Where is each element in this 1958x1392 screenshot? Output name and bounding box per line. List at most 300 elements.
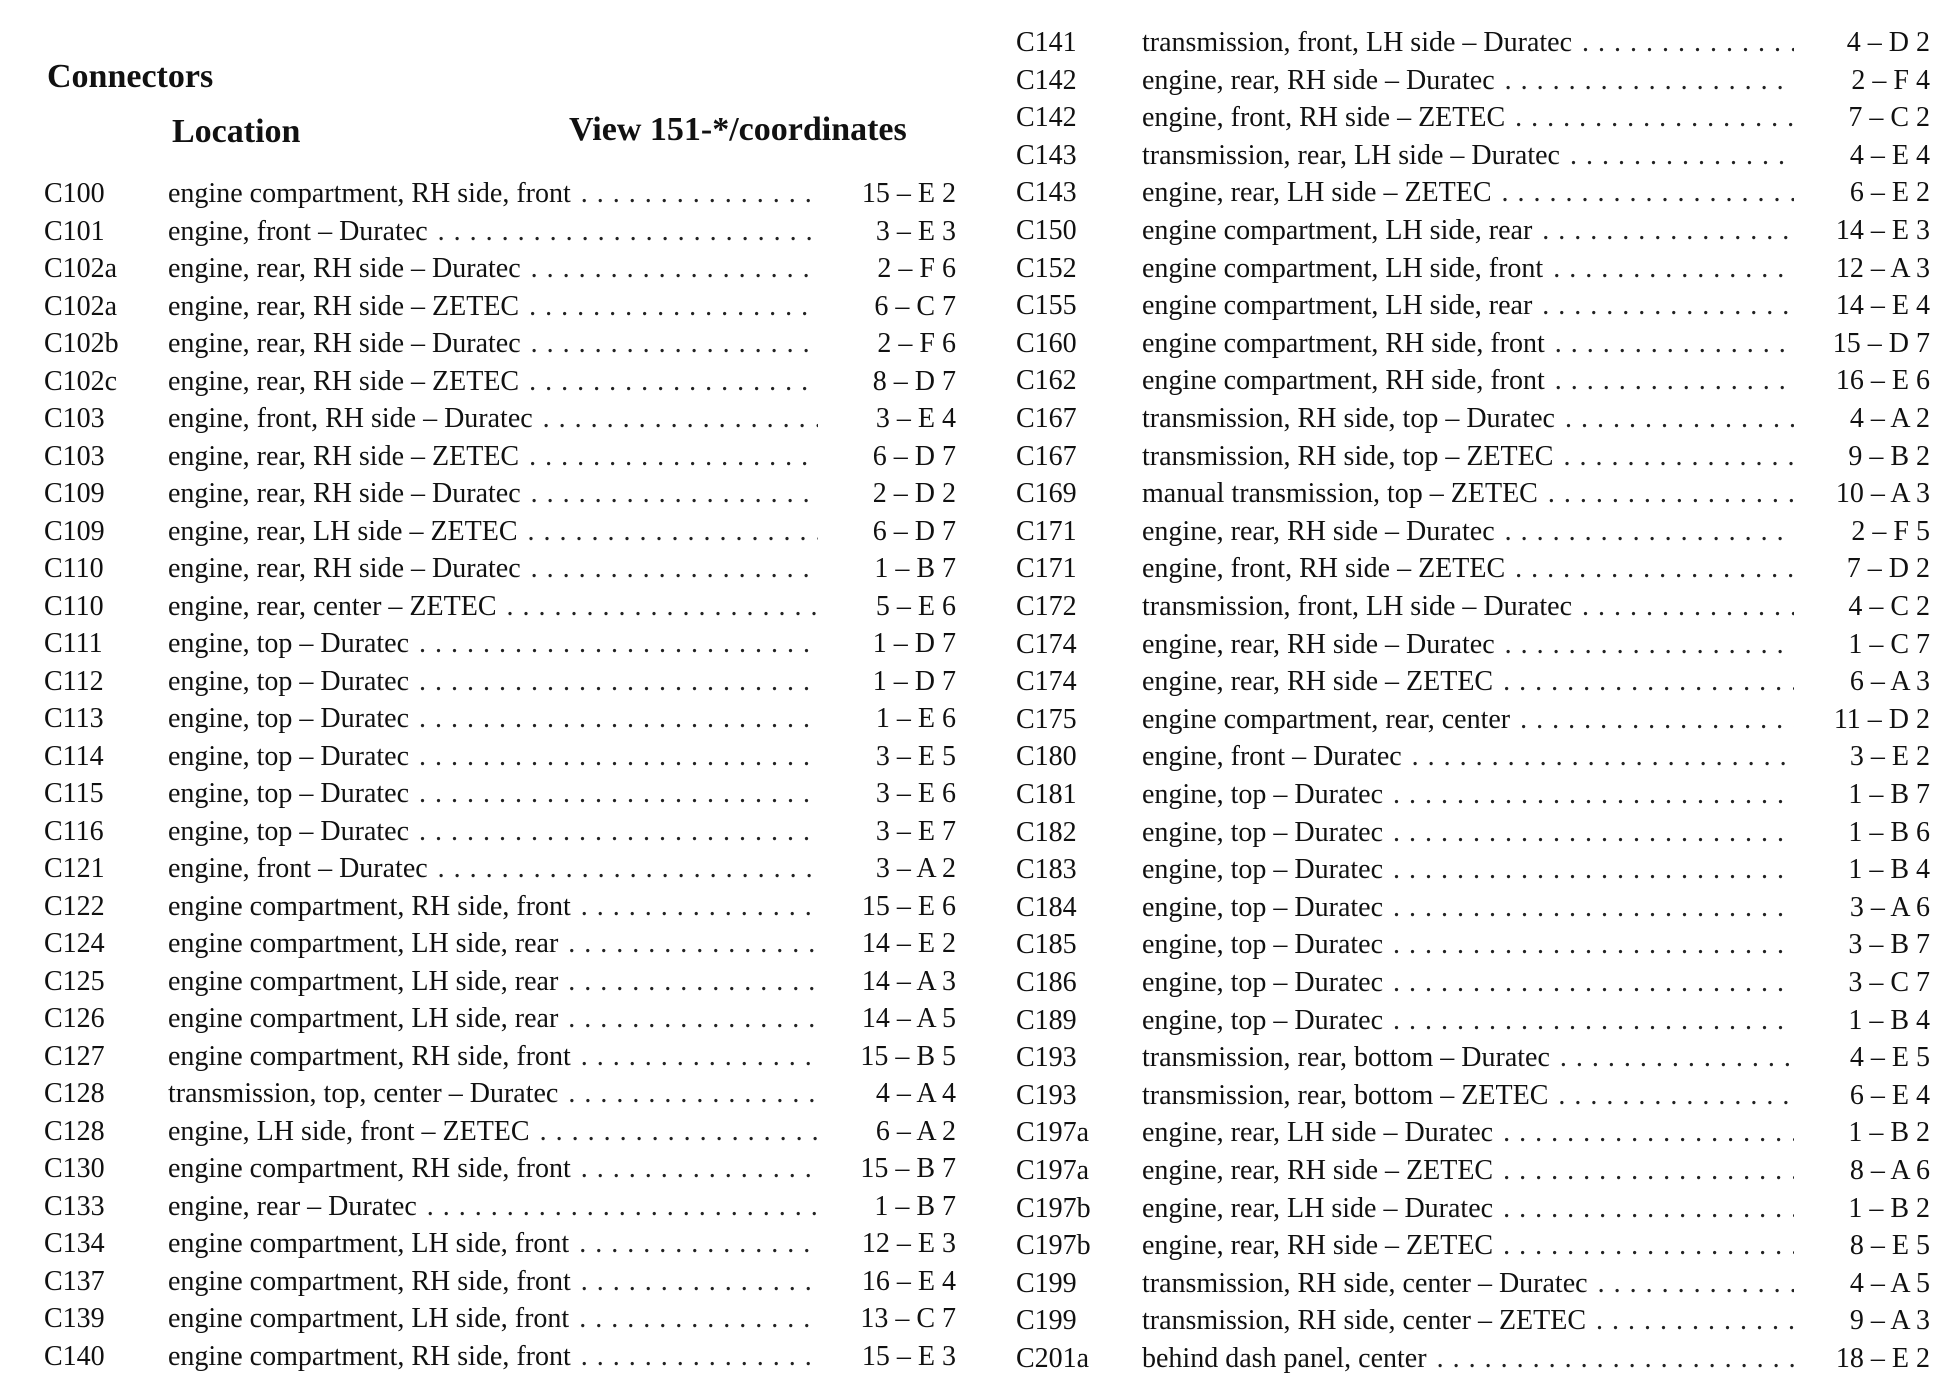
- connector-location-text: engine, rear, LH side – Duratec: [1142, 1192, 1494, 1224]
- dot-leader: [1503, 664, 1794, 700]
- dot-leader: [1555, 363, 1794, 399]
- connector-row: [0, 326, 1958, 362]
- connector-location-text: engine compartment, RH side, front: [168, 1265, 571, 1297]
- connector-coordinates: 15 – D 7: [1832, 327, 1930, 359]
- dot-leader: [1560, 1040, 1794, 1076]
- connector-coordinates: 14 – E 3: [1835, 215, 1930, 246]
- connector-location: [1142, 627, 1794, 663]
- connector-location: [1142, 1341, 1794, 1377]
- connector-location-text: engine, front, RH side – ZETEC: [1142, 553, 1506, 585]
- connector-row: [0, 627, 1958, 663]
- connector-location-text: engine compartment, LH side, rear: [1142, 215, 1533, 246]
- connector-location: [1142, 175, 1794, 211]
- connector-location: [1142, 1303, 1794, 1339]
- connector-row: [0, 138, 1958, 174]
- connector-code: C102c: [44, 365, 118, 397]
- connector-row: [0, 514, 1958, 550]
- connector-coordinates: 2 – F 5: [1851, 515, 1930, 547]
- connector-coordinates: 3 – E 2: [1849, 741, 1930, 773]
- connector-coordinates: 18 – E 2: [1835, 1343, 1930, 1374]
- dot-leader: [1555, 326, 1794, 362]
- connector-location-text: engine, rear – Duratec: [168, 1190, 417, 1222]
- connector-coordinates: 6 – E 4: [1849, 1079, 1930, 1111]
- connector-code: C174: [1016, 628, 1077, 660]
- connector-location-text: engine, front – Duratec: [168, 853, 428, 884]
- dot-leader: [1582, 589, 1794, 625]
- connector-code: C111: [44, 628, 103, 659]
- connector-code: C162: [1016, 365, 1077, 397]
- connector-coordinates: 2 – D 2: [872, 478, 956, 509]
- connector-code: C101: [44, 215, 105, 247]
- connector-row: [0, 551, 1958, 587]
- connector-location-text: engine compartment, LH side, rear: [168, 965, 559, 997]
- connector-code: C114: [44, 740, 104, 772]
- dot-leader: [1503, 1228, 1794, 1264]
- connector-code: C183: [1016, 854, 1077, 886]
- connector-code: C181: [1016, 779, 1077, 810]
- connector-location: [1142, 25, 1794, 61]
- connector-code: C140: [44, 1340, 105, 1372]
- connector-code: C201a: [1016, 1343, 1090, 1374]
- connector-location-text: engine compartment, RH side, front: [168, 890, 571, 922]
- connector-code: C112: [44, 665, 104, 697]
- connector-location-text: engine, rear, RH side – Duratec: [168, 253, 521, 284]
- dot-leader: [1565, 401, 1794, 437]
- connector-coordinates: 10 – A 3: [1835, 478, 1930, 510]
- connector-location: [1142, 551, 1794, 587]
- connector-location-text: engine, rear, RH side – Duratec: [1142, 628, 1495, 660]
- connector-coordinates: 3 – C 7: [1848, 967, 1930, 998]
- dot-leader: [1503, 1191, 1794, 1227]
- dot-leader: [1393, 852, 1794, 888]
- connector-location-text: engine, rear, RH side – ZETEC: [168, 365, 520, 397]
- connector-coordinates: 15 – E 6: [861, 890, 956, 922]
- connector-location-text: engine, top – Duratec: [168, 740, 410, 772]
- connector-row: [0, 363, 1958, 399]
- connector-location-text: transmission, RH side, top – Duratec: [1142, 403, 1555, 434]
- connector-location-text: engine compartment, RH side, front: [168, 1153, 571, 1184]
- connector-row: [0, 1153, 1958, 1189]
- connector-location-text: engine, top – Duratec: [168, 628, 410, 659]
- connector-coordinates: 1 – B 4: [1848, 854, 1930, 886]
- connector-location-text: engine, rear, RH side – ZETEC: [1142, 666, 1494, 698]
- connector-coordinates: 4 – A 2: [1849, 403, 1930, 434]
- connector-location-text: engine, top – Duratec: [1142, 1004, 1384, 1036]
- connector-row: [0, 251, 1958, 287]
- connector-code: C110: [44, 553, 104, 584]
- connector-location: [1142, 514, 1794, 550]
- connector-location-text: engine, top – Duratec: [1142, 779, 1384, 810]
- connector-coordinates: 3 – E 4: [875, 403, 956, 434]
- connector-coordinates: 13 – C 7: [860, 1303, 956, 1334]
- connector-coordinates: 4 – A 4: [875, 1078, 956, 1109]
- connector-coordinates: 6 – A 3: [1849, 666, 1930, 698]
- connector-location-text: engine compartment, RH side, front: [1142, 327, 1545, 359]
- connector-location-text: engine, rear, LH side – ZETEC: [168, 515, 518, 547]
- connector-location-text: engine compartment, RH side, front: [168, 1040, 571, 1072]
- connector-row: [0, 702, 1958, 738]
- connector-location-text: engine, front – Duratec: [1142, 741, 1402, 773]
- connector-code: C100: [44, 178, 105, 209]
- connector-code: C126: [44, 1003, 105, 1034]
- connector-code: C124: [44, 928, 105, 959]
- connector-location: [1142, 363, 1794, 399]
- dot-leader: [1437, 1341, 1794, 1377]
- connector-code: C172: [1016, 591, 1077, 622]
- connector-coordinates: 12 – A 3: [1835, 252, 1930, 284]
- connector-coordinates: 9 – A 3: [1849, 1305, 1930, 1337]
- connector-location-text: engine, top – Duratec: [168, 778, 410, 809]
- connector-row: [0, 1040, 1958, 1076]
- connector-row: [0, 175, 1958, 211]
- connector-coordinates: 1 – C 7: [1848, 628, 1930, 660]
- connector-location-text: transmission, rear, bottom – Duratec: [1142, 1042, 1550, 1074]
- connector-code: C171: [1016, 553, 1077, 585]
- connector-location-text: engine, rear, RH side – Duratec: [168, 478, 521, 509]
- connector-location: [1142, 777, 1794, 813]
- connector-location-text: transmission, RH side, center – ZETEC: [1142, 1305, 1587, 1337]
- connector-location: [1142, 702, 1794, 738]
- dot-leader: [1563, 439, 1794, 475]
- connector-location: [1142, 138, 1794, 174]
- connector-code: C115: [44, 778, 104, 809]
- connector-coordinates: 14 – A 5: [861, 1003, 956, 1034]
- connector-code: C175: [1016, 703, 1077, 735]
- connector-location-text: engine compartment, LH side, rear: [168, 1003, 559, 1034]
- connector-location: [1142, 1266, 1794, 1302]
- connector-location-text: transmission, front, LH side – Duratec: [1142, 27, 1573, 58]
- connector-location: [1142, 1191, 1794, 1227]
- connector-code: C174: [1016, 666, 1077, 698]
- connector-code: C167: [1016, 440, 1077, 472]
- connector-location-text: engine, top – Duratec: [1142, 929, 1384, 961]
- connector-coordinates: 7 – D 2: [1846, 553, 1930, 585]
- connector-location-text: engine, rear, RH side – ZETEC: [1142, 1155, 1494, 1186]
- connector-row: [0, 63, 1958, 99]
- connector-code: C142: [1016, 64, 1077, 96]
- connector-row: [0, 1115, 1958, 1151]
- connector-location-text: engine, top – Duratec: [168, 815, 410, 847]
- connector-location-text: engine, LH side, front – ZETEC: [168, 1115, 530, 1147]
- connector-location: [1142, 1040, 1794, 1076]
- dot-leader: [1542, 288, 1794, 324]
- connector-row: [0, 852, 1958, 888]
- connector-coordinates: 3 – B 7: [1848, 929, 1930, 961]
- connector-location-text: engine, rear, LH side – ZETEC: [1142, 177, 1492, 209]
- connector-coordinates: 7 – C 2: [1848, 102, 1930, 134]
- connector-code: C109: [44, 515, 105, 547]
- connector-location-text: engine, rear, LH side – Duratec: [1142, 1117, 1494, 1149]
- connector-location-text: engine, top – Duratec: [168, 665, 410, 697]
- connector-location: [1142, 927, 1794, 963]
- connector-location: [1142, 1153, 1794, 1189]
- connector-location: [1142, 1003, 1794, 1039]
- connector-coordinates: 14 – A 3: [861, 965, 956, 997]
- dot-leader: [1393, 965, 1794, 1001]
- connector-location: [1142, 852, 1794, 888]
- connector-code: C180: [1016, 741, 1077, 773]
- connector-location: [1142, 589, 1794, 625]
- connector-coordinates: 5 – E 6: [875, 590, 956, 622]
- connector-location-text: engine compartment, rear, center: [1142, 703, 1511, 735]
- dot-leader: [1515, 551, 1794, 587]
- connector-row: [0, 589, 1958, 625]
- connector-coordinates: 6 – A 2: [875, 1115, 956, 1147]
- connector-row: [0, 1341, 1958, 1377]
- dot-leader: [1570, 138, 1794, 174]
- connector-code: C133: [44, 1190, 105, 1222]
- connector-row: [0, 1191, 1958, 1227]
- dot-leader: [1393, 1003, 1794, 1039]
- connector-location-text: behind dash panel, center: [1142, 1343, 1427, 1374]
- connector-code: C185: [1016, 929, 1077, 961]
- dot-leader: [1553, 251, 1794, 287]
- connector-coordinates: 4 – E 5: [1849, 1042, 1930, 1074]
- connector-code: C141: [1016, 27, 1077, 58]
- connector-row: [0, 664, 1958, 700]
- connector-location-text: transmission, RH side, center – Duratec: [1142, 1267, 1588, 1299]
- dot-leader: [1503, 1115, 1794, 1151]
- connector-code: C160: [1016, 327, 1077, 359]
- connector-row: [0, 777, 1958, 813]
- location-column-header: Location: [172, 113, 301, 150]
- dot-leader: [1505, 63, 1794, 99]
- connector-row: [0, 1078, 1958, 1114]
- connector-location: [1142, 1078, 1794, 1114]
- connector-coordinates: 3 – A 6: [1849, 891, 1930, 923]
- connector-coordinates: 4 – D 2: [1846, 27, 1930, 58]
- connector-location: [1142, 664, 1794, 700]
- connector-code: C128: [44, 1115, 105, 1147]
- connector-code: C143: [1016, 177, 1077, 209]
- connector-location: [1142, 739, 1794, 775]
- connector-coordinates: 3 – A 2: [875, 853, 956, 884]
- connector-coordinates: 1 – B 6: [1848, 816, 1930, 848]
- dot-leader: [1393, 927, 1794, 963]
- connector-code: C116: [44, 815, 104, 847]
- connector-location-text: engine, top – Duratec: [1142, 816, 1384, 848]
- dot-leader: [1598, 1266, 1794, 1302]
- connector-code: C137: [44, 1265, 105, 1297]
- view-coordinates-column-header: View 151-*/coordinates: [569, 111, 907, 148]
- connector-coordinates: 3 – E 3: [875, 215, 956, 247]
- connector-location-text: engine, rear, RH side – Duratec: [1142, 515, 1495, 547]
- dot-leader: [1393, 777, 1794, 813]
- connector-coordinates: 8 – A 6: [1849, 1155, 1930, 1186]
- connector-coordinates: 11 – D 2: [1833, 703, 1930, 735]
- connector-code: C109: [44, 478, 105, 509]
- dot-leader: [1503, 1153, 1794, 1189]
- connector-code: C128: [44, 1078, 105, 1109]
- connector-code: C143: [1016, 139, 1077, 171]
- connector-location: [1142, 251, 1794, 287]
- dot-leader: [1548, 476, 1794, 512]
- connector-coordinates: 1 – D 7: [872, 628, 956, 659]
- dot-leader: [1596, 1303, 1794, 1339]
- connector-location: [1142, 100, 1794, 136]
- connector-location: [1142, 288, 1794, 324]
- connector-coordinates: 15 – E 2: [861, 178, 956, 209]
- connector-coordinates: 6 – D 7: [872, 515, 956, 547]
- connector-code: C110: [44, 590, 104, 622]
- connector-location-text: transmission, RH side, top – ZETEC: [1142, 440, 1554, 472]
- connector-code: C197a: [1016, 1155, 1090, 1186]
- dot-leader: [1393, 890, 1794, 926]
- connector-code: C113: [44, 703, 104, 734]
- connector-code: C134: [44, 1228, 105, 1259]
- connector-location-text: engine, top – Duratec: [1142, 854, 1384, 886]
- connector-location-text: engine, top – Duratec: [168, 703, 410, 734]
- connector-location-text: engine compartment, RH side, front: [168, 178, 571, 209]
- connector-code: C102b: [44, 328, 119, 359]
- connector-location: [1142, 439, 1794, 475]
- connector-row: [0, 965, 1958, 1001]
- connector-location-text: transmission, rear, bottom – ZETEC: [1142, 1079, 1549, 1111]
- connector-row: [0, 815, 1958, 851]
- connector-coordinates: 1 – D 7: [872, 665, 956, 697]
- connector-location-text: engine compartment, LH side, front: [1142, 252, 1544, 284]
- dot-leader: [1505, 627, 1794, 663]
- connector-location: [1142, 326, 1794, 362]
- connector-coordinates: 6 – C 7: [874, 290, 956, 322]
- connector-coordinates: 2 – F 4: [1851, 64, 1930, 96]
- section-title: Connectors: [47, 58, 214, 95]
- connector-code: C169: [1016, 478, 1077, 510]
- connector-row: [0, 890, 1958, 926]
- connector-coordinates: 2 – F 6: [877, 328, 956, 359]
- connector-coordinates: 4 – C 2: [1848, 591, 1930, 622]
- connector-coordinates: 6 – D 7: [872, 440, 956, 472]
- connector-row: [0, 476, 1958, 512]
- connector-coordinates: 3 – E 7: [875, 815, 956, 847]
- connector-location: [1142, 63, 1794, 99]
- connector-coordinates: 16 – E 4: [861, 1265, 956, 1297]
- connector-location-text: engine, rear, center – ZETEC: [168, 590, 497, 622]
- connector-row: [0, 100, 1958, 136]
- connector-code: C127: [44, 1040, 105, 1072]
- connector-code: C193: [1016, 1042, 1077, 1074]
- dot-leader: [1505, 514, 1794, 550]
- connector-coordinates: 1 – B 7: [1848, 779, 1930, 810]
- connector-coordinates: 3 – E 6: [875, 778, 956, 809]
- connector-location-text: manual transmission, top – ZETEC: [1142, 478, 1538, 510]
- connector-coordinates: 1 – B 7: [874, 1190, 956, 1222]
- connector-coordinates: 8 – E 5: [1849, 1230, 1930, 1262]
- connector-code: C197b: [1016, 1192, 1091, 1224]
- connector-coordinates: 2 – F 6: [877, 253, 956, 284]
- connector-coordinates: 14 – E 4: [1835, 290, 1930, 322]
- connector-coordinates: 8 – D 7: [872, 365, 956, 397]
- connector-location-text: transmission, front, LH side – Duratec: [1142, 591, 1573, 622]
- connector-coordinates: 15 – B 7: [860, 1153, 956, 1184]
- connector-location-text: transmission, top, center – Duratec: [168, 1078, 559, 1109]
- connector-code: C186: [1016, 967, 1077, 998]
- connector-location-text: engine compartment, LH side, rear: [168, 928, 559, 959]
- connector-location-text: engine, top – Duratec: [1142, 967, 1384, 998]
- connector-code: C125: [44, 965, 105, 997]
- connector-code: C167: [1016, 403, 1077, 434]
- connector-code: C171: [1016, 515, 1077, 547]
- connector-location-text: transmission, rear, LH side – Duratec: [1142, 139, 1560, 171]
- connector-row: [0, 401, 1958, 437]
- connector-code: C103: [44, 403, 105, 434]
- connector-location-text: engine, rear, RH side – Duratec: [168, 328, 521, 359]
- connector-code: C184: [1016, 891, 1077, 923]
- connector-row: [0, 739, 1958, 775]
- connector-row: [0, 213, 1958, 249]
- connector-coordinates: 1 – B 4: [1848, 1004, 1930, 1036]
- connector-code: C199: [1016, 1267, 1077, 1299]
- connector-code: C102a: [44, 290, 118, 322]
- dot-leader: [1393, 815, 1794, 851]
- connector-location: [1142, 476, 1794, 512]
- connector-coordinates: 1 – E 6: [875, 703, 956, 734]
- connector-location: [1142, 890, 1794, 926]
- connector-location: [1142, 401, 1794, 437]
- connector-coordinates: 16 – E 6: [1835, 365, 1930, 397]
- connector-location-text: engine, front, RH side – Duratec: [168, 403, 533, 434]
- connector-row: [0, 1003, 1958, 1039]
- connector-coordinates: 15 – B 5: [860, 1040, 956, 1072]
- connector-location-text: engine, rear, RH side – ZETEC: [1142, 1230, 1494, 1262]
- connector-coordinates: 15 – E 3: [861, 1340, 956, 1372]
- connector-location: [1142, 1228, 1794, 1264]
- connector-coordinates: 3 – E 5: [875, 740, 956, 772]
- connector-location-text: engine compartment, RH side, front: [168, 1340, 571, 1372]
- connector-location-text: engine, top – Duratec: [1142, 891, 1384, 923]
- connector-location: [1142, 1115, 1794, 1151]
- dot-leader: [1412, 739, 1794, 775]
- connector-row: [0, 1228, 1958, 1264]
- connector-location: [1142, 815, 1794, 851]
- connector-row: [0, 25, 1958, 61]
- connector-coordinates: 6 – E 2: [1849, 177, 1930, 209]
- dot-leader: [1520, 702, 1794, 738]
- connector-code: C122: [44, 890, 105, 922]
- dot-leader: [1582, 25, 1794, 61]
- connector-location-text: engine compartment, RH side, front: [1142, 365, 1545, 397]
- connector-code: C142: [1016, 102, 1077, 134]
- connector-location-text: engine, rear, RH side – ZETEC: [168, 290, 520, 322]
- connector-row: [0, 1303, 1958, 1339]
- connector-row: [0, 288, 1958, 324]
- dot-leader: [1558, 1078, 1794, 1114]
- connector-location-text: engine, rear, RH side – ZETEC: [168, 440, 520, 472]
- connector-coordinates: 12 – E 3: [861, 1228, 956, 1259]
- dot-leader: [1515, 100, 1794, 136]
- connector-code: C103: [44, 440, 105, 472]
- dot-leader: [1502, 175, 1794, 211]
- connector-location-text: engine compartment, LH side, front: [168, 1303, 570, 1334]
- connector-code: C197b: [1016, 1230, 1091, 1262]
- connector-code: C139: [44, 1303, 105, 1334]
- connector-code: C155: [1016, 290, 1077, 322]
- connector-row: [0, 1266, 1958, 1302]
- connector-code: C102a: [44, 253, 118, 284]
- connector-coordinates: 1 – B 2: [1848, 1192, 1930, 1224]
- connector-code: C193: [1016, 1079, 1077, 1111]
- connector-code: C130: [44, 1153, 105, 1184]
- connector-location-text: engine compartment, LH side, front: [168, 1228, 570, 1259]
- connector-code: C150: [1016, 215, 1077, 246]
- connector-location-text: engine, front, RH side – ZETEC: [1142, 102, 1506, 134]
- connector-coordinates: 1 – B 2: [1848, 1117, 1930, 1149]
- dot-leader: [1542, 213, 1794, 249]
- connector-location-text: engine, rear, RH side – Duratec: [1142, 64, 1495, 96]
- connector-coordinates: 9 – B 2: [1848, 440, 1930, 472]
- connector-coordinates: 14 – E 2: [861, 928, 956, 959]
- connector-location: [1142, 213, 1794, 249]
